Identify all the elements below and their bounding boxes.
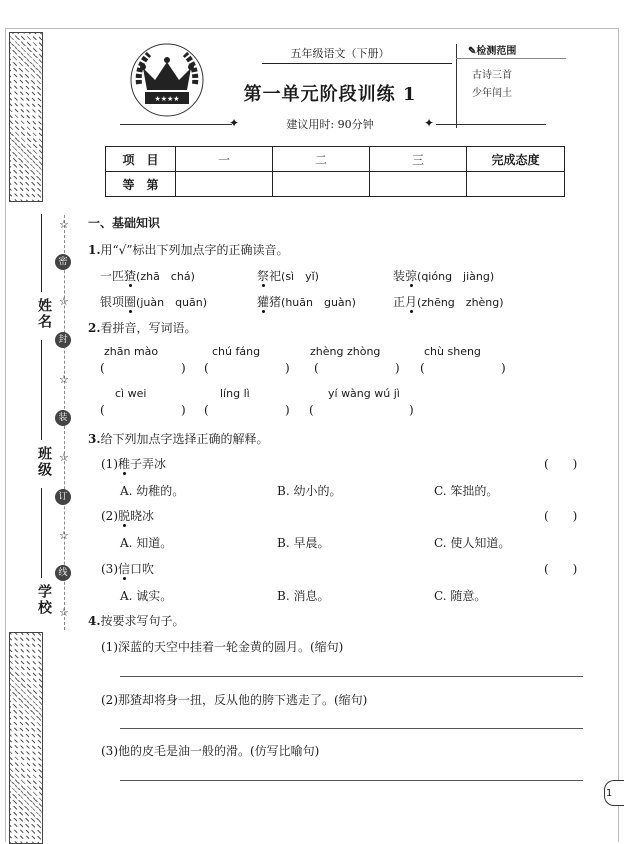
table-header-part1: 一 bbox=[176, 147, 273, 172]
option-b: B. 幼小的。 bbox=[277, 484, 342, 498]
answer-paren[interactable]: ( ) bbox=[544, 509, 578, 523]
q4-item: (2)那猹却将身一扭，反从他的胯下逃走了。(缩句) bbox=[101, 693, 368, 707]
question-1: 1.用“√”标出下列加点字的正确读音。 bbox=[88, 243, 289, 257]
q2-pinyin: yí wàng wú jì bbox=[328, 387, 400, 400]
check-range-item: 少年闰土 bbox=[472, 88, 512, 99]
q2-pinyin: líng lì bbox=[220, 387, 250, 400]
star-icon: ☆ bbox=[59, 373, 69, 386]
option-b: B. 早晨。 bbox=[277, 536, 330, 550]
q2-pinyin: zhān mào bbox=[104, 345, 159, 358]
option-a: A. 幼稚的。 bbox=[120, 484, 185, 498]
seal-char-mi: 密 bbox=[55, 254, 71, 270]
check-range-item: 古诗三首 bbox=[472, 70, 512, 81]
answer-line[interactable] bbox=[120, 728, 583, 729]
seal-char-feng: 封 bbox=[55, 332, 71, 348]
pen-icon: ✎ bbox=[468, 46, 477, 57]
seal-char-xian: 线 bbox=[55, 565, 71, 581]
star-icon: ☆ bbox=[59, 451, 69, 464]
option-c: C. 随意。 bbox=[434, 589, 487, 603]
grade-cell[interactable] bbox=[370, 172, 467, 197]
score-table-header-row bbox=[106, 147, 565, 172]
q4-item: (1)深蓝的天空中挂着一轮金黄的圆月。(缩句) bbox=[101, 640, 344, 654]
q1-item: 银项圈(juàn quān) bbox=[100, 295, 208, 309]
answer-blank[interactable]: ( ) bbox=[100, 403, 186, 417]
option-a: A. 诚实。 bbox=[120, 589, 173, 603]
decorative-pattern-bottom bbox=[9, 632, 43, 844]
check-range-divider bbox=[456, 44, 457, 128]
star-icon: ☆ bbox=[59, 218, 69, 231]
field-name-label: 姓名 bbox=[36, 298, 52, 330]
q2-pinyin: zhèng zhòng bbox=[310, 345, 381, 358]
star-icon: ☆ bbox=[59, 295, 69, 308]
table-row-label-grade: 等 第 bbox=[106, 172, 176, 197]
question-3: 3.给下列加点字选择正确的解释。 bbox=[88, 432, 269, 446]
q1-item: 祭祀(sì yǐ) bbox=[257, 269, 319, 283]
crown-laurel-logo bbox=[127, 40, 207, 120]
q1-item: 獾猪(huān guàn) bbox=[257, 295, 356, 309]
table-header-attitude: 完成态度 bbox=[467, 147, 565, 172]
title-decor-line-left bbox=[120, 124, 232, 125]
sparkle-icon: ✦ bbox=[424, 116, 435, 130]
answer-blank[interactable]: ( ) bbox=[309, 403, 414, 417]
q1-item: 装弶(qióng jiàng) bbox=[393, 269, 495, 283]
field-line-school bbox=[41, 488, 42, 578]
answer-paren[interactable]: ( ) bbox=[544, 562, 578, 576]
answer-paren[interactable]: ( ) bbox=[544, 457, 578, 471]
svg-text:★★★★: ★★★★ bbox=[154, 95, 180, 103]
answer-line[interactable] bbox=[120, 780, 583, 781]
seal-char-zhuang: 装 bbox=[55, 410, 71, 426]
answer-line[interactable] bbox=[120, 676, 583, 677]
answer-blank[interactable]: ( ) bbox=[314, 361, 400, 375]
check-range-title: ✎检测范围 bbox=[468, 46, 517, 57]
q4-item: (3)他的皮毛是油一般的滑。(仿写比喻句) bbox=[101, 744, 320, 758]
field-class-label: 班级 bbox=[36, 446, 52, 478]
q2-pinyin: chú fáng bbox=[212, 345, 261, 358]
q2-pinyin: cì wei bbox=[115, 387, 147, 400]
answer-blank[interactable]: ( ) bbox=[100, 361, 186, 375]
page-number: 1 bbox=[606, 788, 613, 799]
grade-cell[interactable] bbox=[273, 172, 370, 197]
table-header-item: 项 目 bbox=[106, 147, 176, 172]
grade-underline bbox=[262, 63, 452, 64]
score-table bbox=[105, 146, 565, 197]
q1-item: 一匹猹(zhā chá) bbox=[100, 269, 195, 283]
score-table-grade-row bbox=[106, 172, 565, 197]
suggested-time: 建议用时: 90分钟 bbox=[286, 118, 374, 131]
option-c: C. 使人知道。 bbox=[434, 536, 511, 550]
q3-item: (1)稚子弄冰 bbox=[101, 457, 167, 471]
check-range-underline bbox=[456, 58, 566, 59]
star-icon: ☆ bbox=[59, 606, 69, 619]
sparkle-icon: ✦ bbox=[229, 116, 240, 130]
grade-cell[interactable] bbox=[467, 172, 565, 197]
star-icon: ☆ bbox=[59, 529, 69, 542]
q1-item: 正月(zhēng zhèng) bbox=[393, 295, 504, 309]
option-c: C. 笨拙的。 bbox=[434, 484, 499, 498]
q3-item: (2)脱晓冰 bbox=[101, 509, 155, 523]
page-title: 第一单元阶段训练 1 bbox=[243, 84, 417, 105]
title-decor-line-right bbox=[436, 124, 546, 125]
q3-item: (3)信口吹 bbox=[101, 562, 155, 576]
question-4: 4.按要求写句子。 bbox=[88, 614, 185, 628]
decorative-pattern-top bbox=[9, 32, 43, 202]
seal-char-ding: 订 bbox=[55, 489, 71, 505]
grade-label: 五年级语文（下册） bbox=[290, 47, 390, 60]
field-line-class bbox=[41, 340, 42, 440]
answer-blank[interactable]: ( ) bbox=[204, 403, 290, 417]
option-b: B. 消息。 bbox=[277, 589, 330, 603]
table-header-part3: 三 bbox=[370, 147, 467, 172]
table-header-part2: 二 bbox=[273, 147, 370, 172]
grade-cell[interactable] bbox=[176, 172, 273, 197]
answer-blank[interactable]: ( ) bbox=[420, 361, 506, 375]
question-2: 2.看拼音，写词语。 bbox=[88, 321, 197, 335]
section-title: 一、基础知识 bbox=[88, 216, 161, 230]
field-school-label: 学校 bbox=[36, 584, 52, 616]
option-a: A. 知道。 bbox=[120, 536, 173, 550]
answer-blank[interactable]: ( ) bbox=[204, 361, 290, 375]
q2-pinyin: chù sheng bbox=[424, 345, 481, 358]
field-line-name bbox=[41, 214, 42, 292]
